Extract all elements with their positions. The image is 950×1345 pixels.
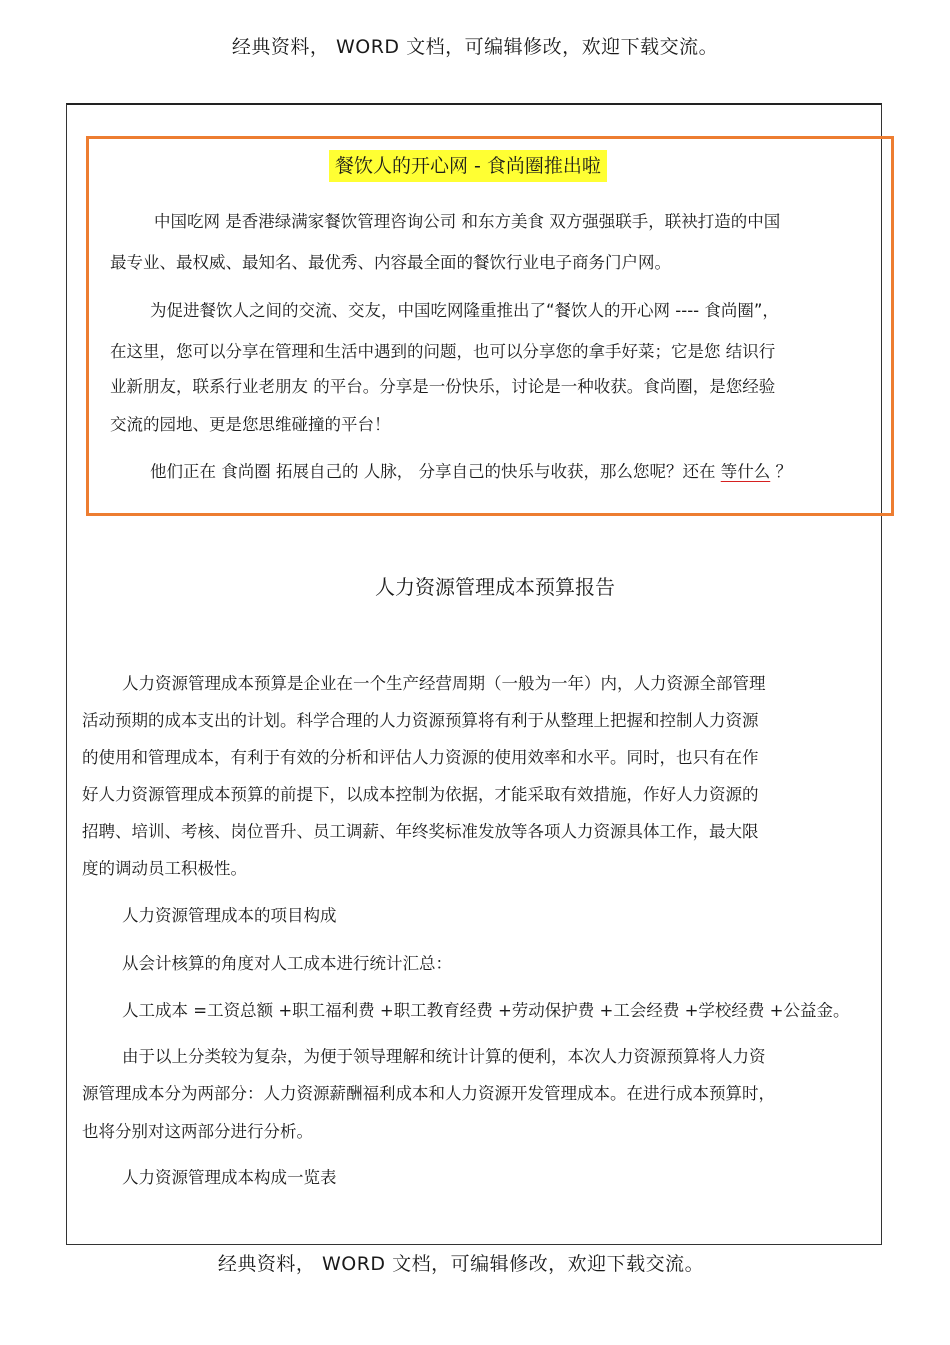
promo-para2-line3: 业新朋友，联系行业老朋友 的平台。分享是一份快乐，讨论是一种收获。食尚圈，是您经验 <box>110 377 776 396</box>
doc-para1-line3: 的使用和管理成本，有利于有效的分析和评估人力资源的使用效率和水平。同时，也只有在作 <box>82 748 759 767</box>
doc-para1-line4: 好人力资源管理成本预算的前提下，以成本控制为依据，才能采取有效措施，作好人力资源的 <box>82 785 759 804</box>
doc-para2-line3: 也将分别对这两部分进行分析。 <box>82 1122 313 1141</box>
promo-box <box>86 136 894 516</box>
doc-title: 人力资源管理成本预算报告 <box>375 575 615 599</box>
promo-para2-line2: 在这里，您可以分享在管理和生活中遇到的问题，也可以分享您的拿手好菜；它是您 结识行 <box>110 342 776 361</box>
doc-para1-line2: 活动预期的成本支出的计划。科学合理的人力资源预算将有利于从整理上把握和控制人力资源 <box>82 711 759 730</box>
promo-para1-line1: 中国吃网 是香港绿满家餐饮管理咨询公司 和东方美食 双方强强联手，联袂打造的中国 <box>154 212 781 231</box>
promo-para2-line1: 为促进餐饮人之间的交流、交友，中国吃网隆重推出了“餐饮人的开心网 ---- 食尚圈”， <box>150 301 779 320</box>
page-footer: 经典资料， WORD 文档，可编辑修改，欢迎下载交流。 <box>217 1253 705 1275</box>
page-header: 经典资料， WORD 文档，可编辑修改，欢迎下载交流。 <box>231 36 719 58</box>
promo-para1-line2: 最专业、最权威、最知名、最优秀、内容最全面的餐饮行业电子商务门户网。 <box>110 253 671 272</box>
doc-cost-formula: 人工成本 =工资总额 +职工福利费 +职工教育经费 +劳动保护费 +工会经费 +学校经费 +公益金。 <box>122 1001 850 1020</box>
promo-para3-text: 他们正在 食尚圈 拓展自己的 人脉， 分享自己的快乐与收获，那么您呢？还在 <box>150 462 721 481</box>
doc-para1-line5: 招聘、培训、考核、岗位晋升、员工调薪、年终奖标准发放等各项人力资源具体工作，最大限 <box>82 822 759 841</box>
doc-para1-line6: 度的调动员工积极性。 <box>82 859 247 878</box>
doc-section-heading: 人力资源管理成本的项目构成 <box>122 906 337 925</box>
doc-para1-line1: 人力资源管理成本预算是企业在一个生产经营周期（一般为一年）内，人力资源全部管理 <box>122 674 766 693</box>
promo-para3 <box>150 460 792 484</box>
promo-link-wait[interactable]: 等什么 <box>720 462 771 481</box>
promo-para2-line4: 交流的园地、更是您思维碰撞的平台！ <box>110 415 391 434</box>
doc-para2-line1: 由于以上分类较为复杂，为便于领导理解和统计计算的便利，本次人力资源预算将人力资 <box>122 1047 766 1066</box>
doc-table-caption: 人力资源管理成本构成一览表 <box>122 1168 337 1187</box>
promo-para3-end: ？ <box>770 462 792 481</box>
doc-para2-line2: 源管理成本分为两部分：人力资源薪酬福利成本和人力资源开发管理成本。在进行成本预算时， <box>82 1084 775 1103</box>
doc-accounting-line: 从会计核算的角度对人工成本进行统计汇总： <box>122 954 452 973</box>
promo-title: 餐饮人的开心网 - 食尚圈推出啦 <box>329 150 607 182</box>
